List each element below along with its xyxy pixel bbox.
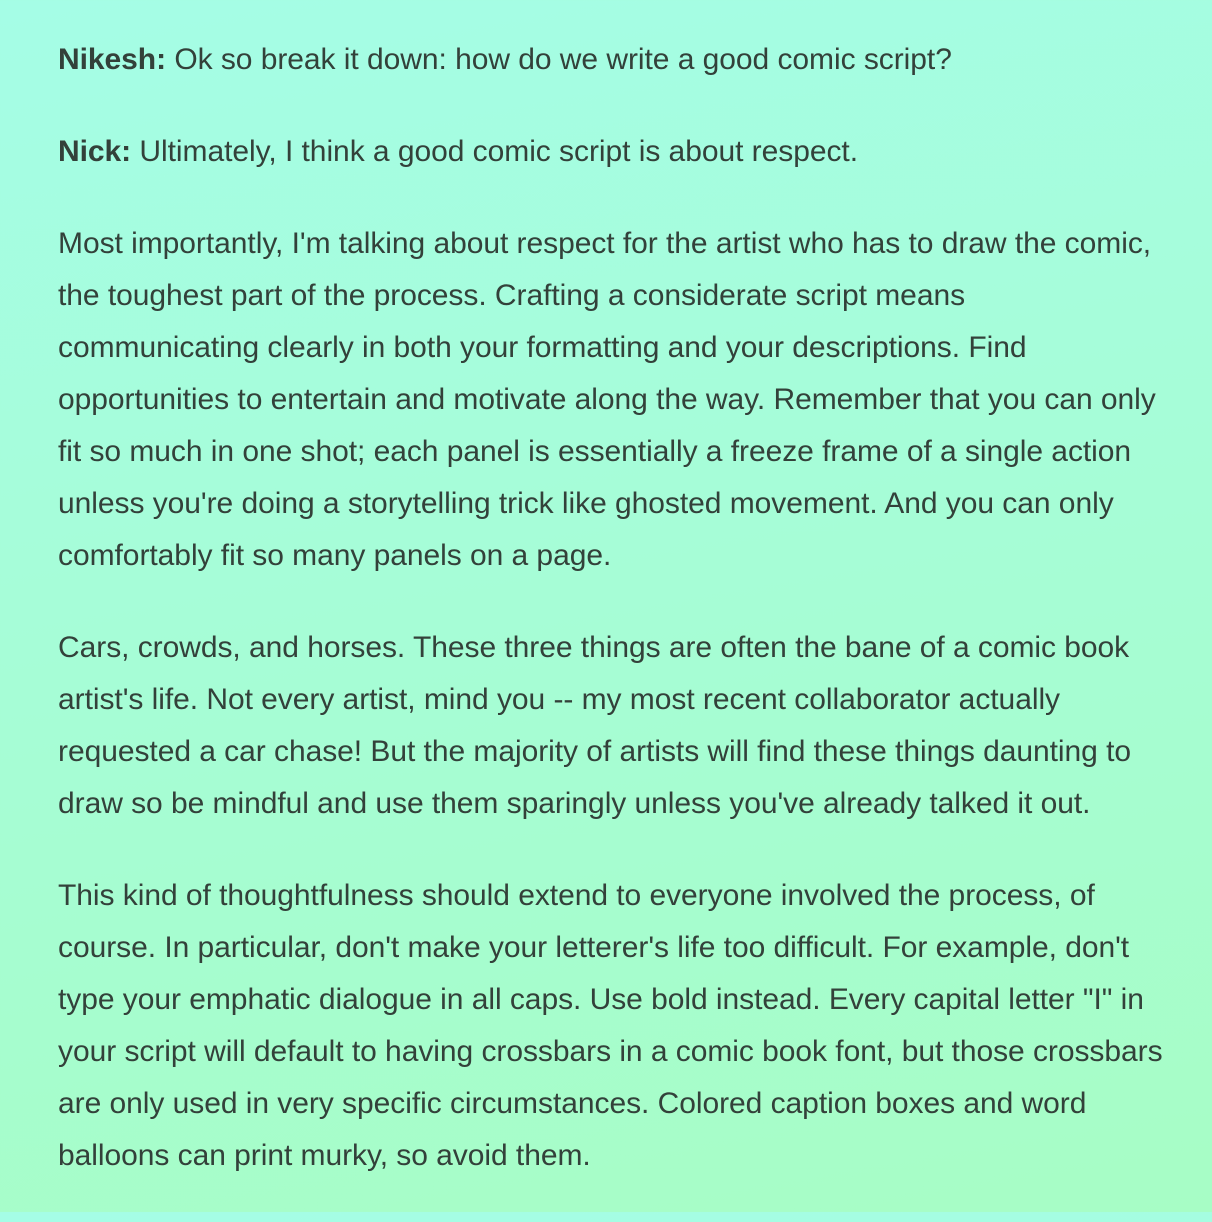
dialogue-text: Ultimately, I think a good comic script is about respect. <box>139 135 858 168</box>
dialogue-line-nick <box>58 126 1168 178</box>
body-paragraph: Most importantly, I'm talking about respect for the artist who has to draw the comic, the toughest part of the process. Crafting a considerate script means communicating clearly in both your formatting and your descriptions. Find opportunities to entertain and motivate along the way. Remember that you can only fit so much in one shot; each panel is essentially a freeze frame of a single action unless you're doing a storytelling trick like ghosted movement. And you can only comfortably fit so many panels on a page. <box>58 227 1156 572</box>
body-paragraph: This kind of thoughtfulness should extend to everyone involved the process, of course. In particular, don't make your letterer's life too difficult. For example, don't type your emphatic dialogue in all caps. Use bold instead. Every capital letter "I" in your script will default to having crossbars in a comic book font, but those crossbars are only used in very specific circumstances. Colored caption boxes and word balloons can print murky, so avoid them. <box>58 879 1163 1172</box>
dialogue-line-nikesh <box>58 34 1168 86</box>
speaker-name: Nick: <box>58 135 132 168</box>
dialogue-text: Ok so break it down: how do we write a good comic script? <box>174 43 952 76</box>
speaker-name: Nikesh: <box>58 43 167 76</box>
body-paragraph: Cars, crowds, and horses. These three things are often the bane of a comic book artist's life. Not every artist, mind you -- my most recent collaborator actually requested a car chase! But the majority of artists will find these things daunting to draw so be mindful and use them sparingly unless you've already talked it out. <box>58 631 1131 820</box>
article-body <box>58 34 1168 1222</box>
